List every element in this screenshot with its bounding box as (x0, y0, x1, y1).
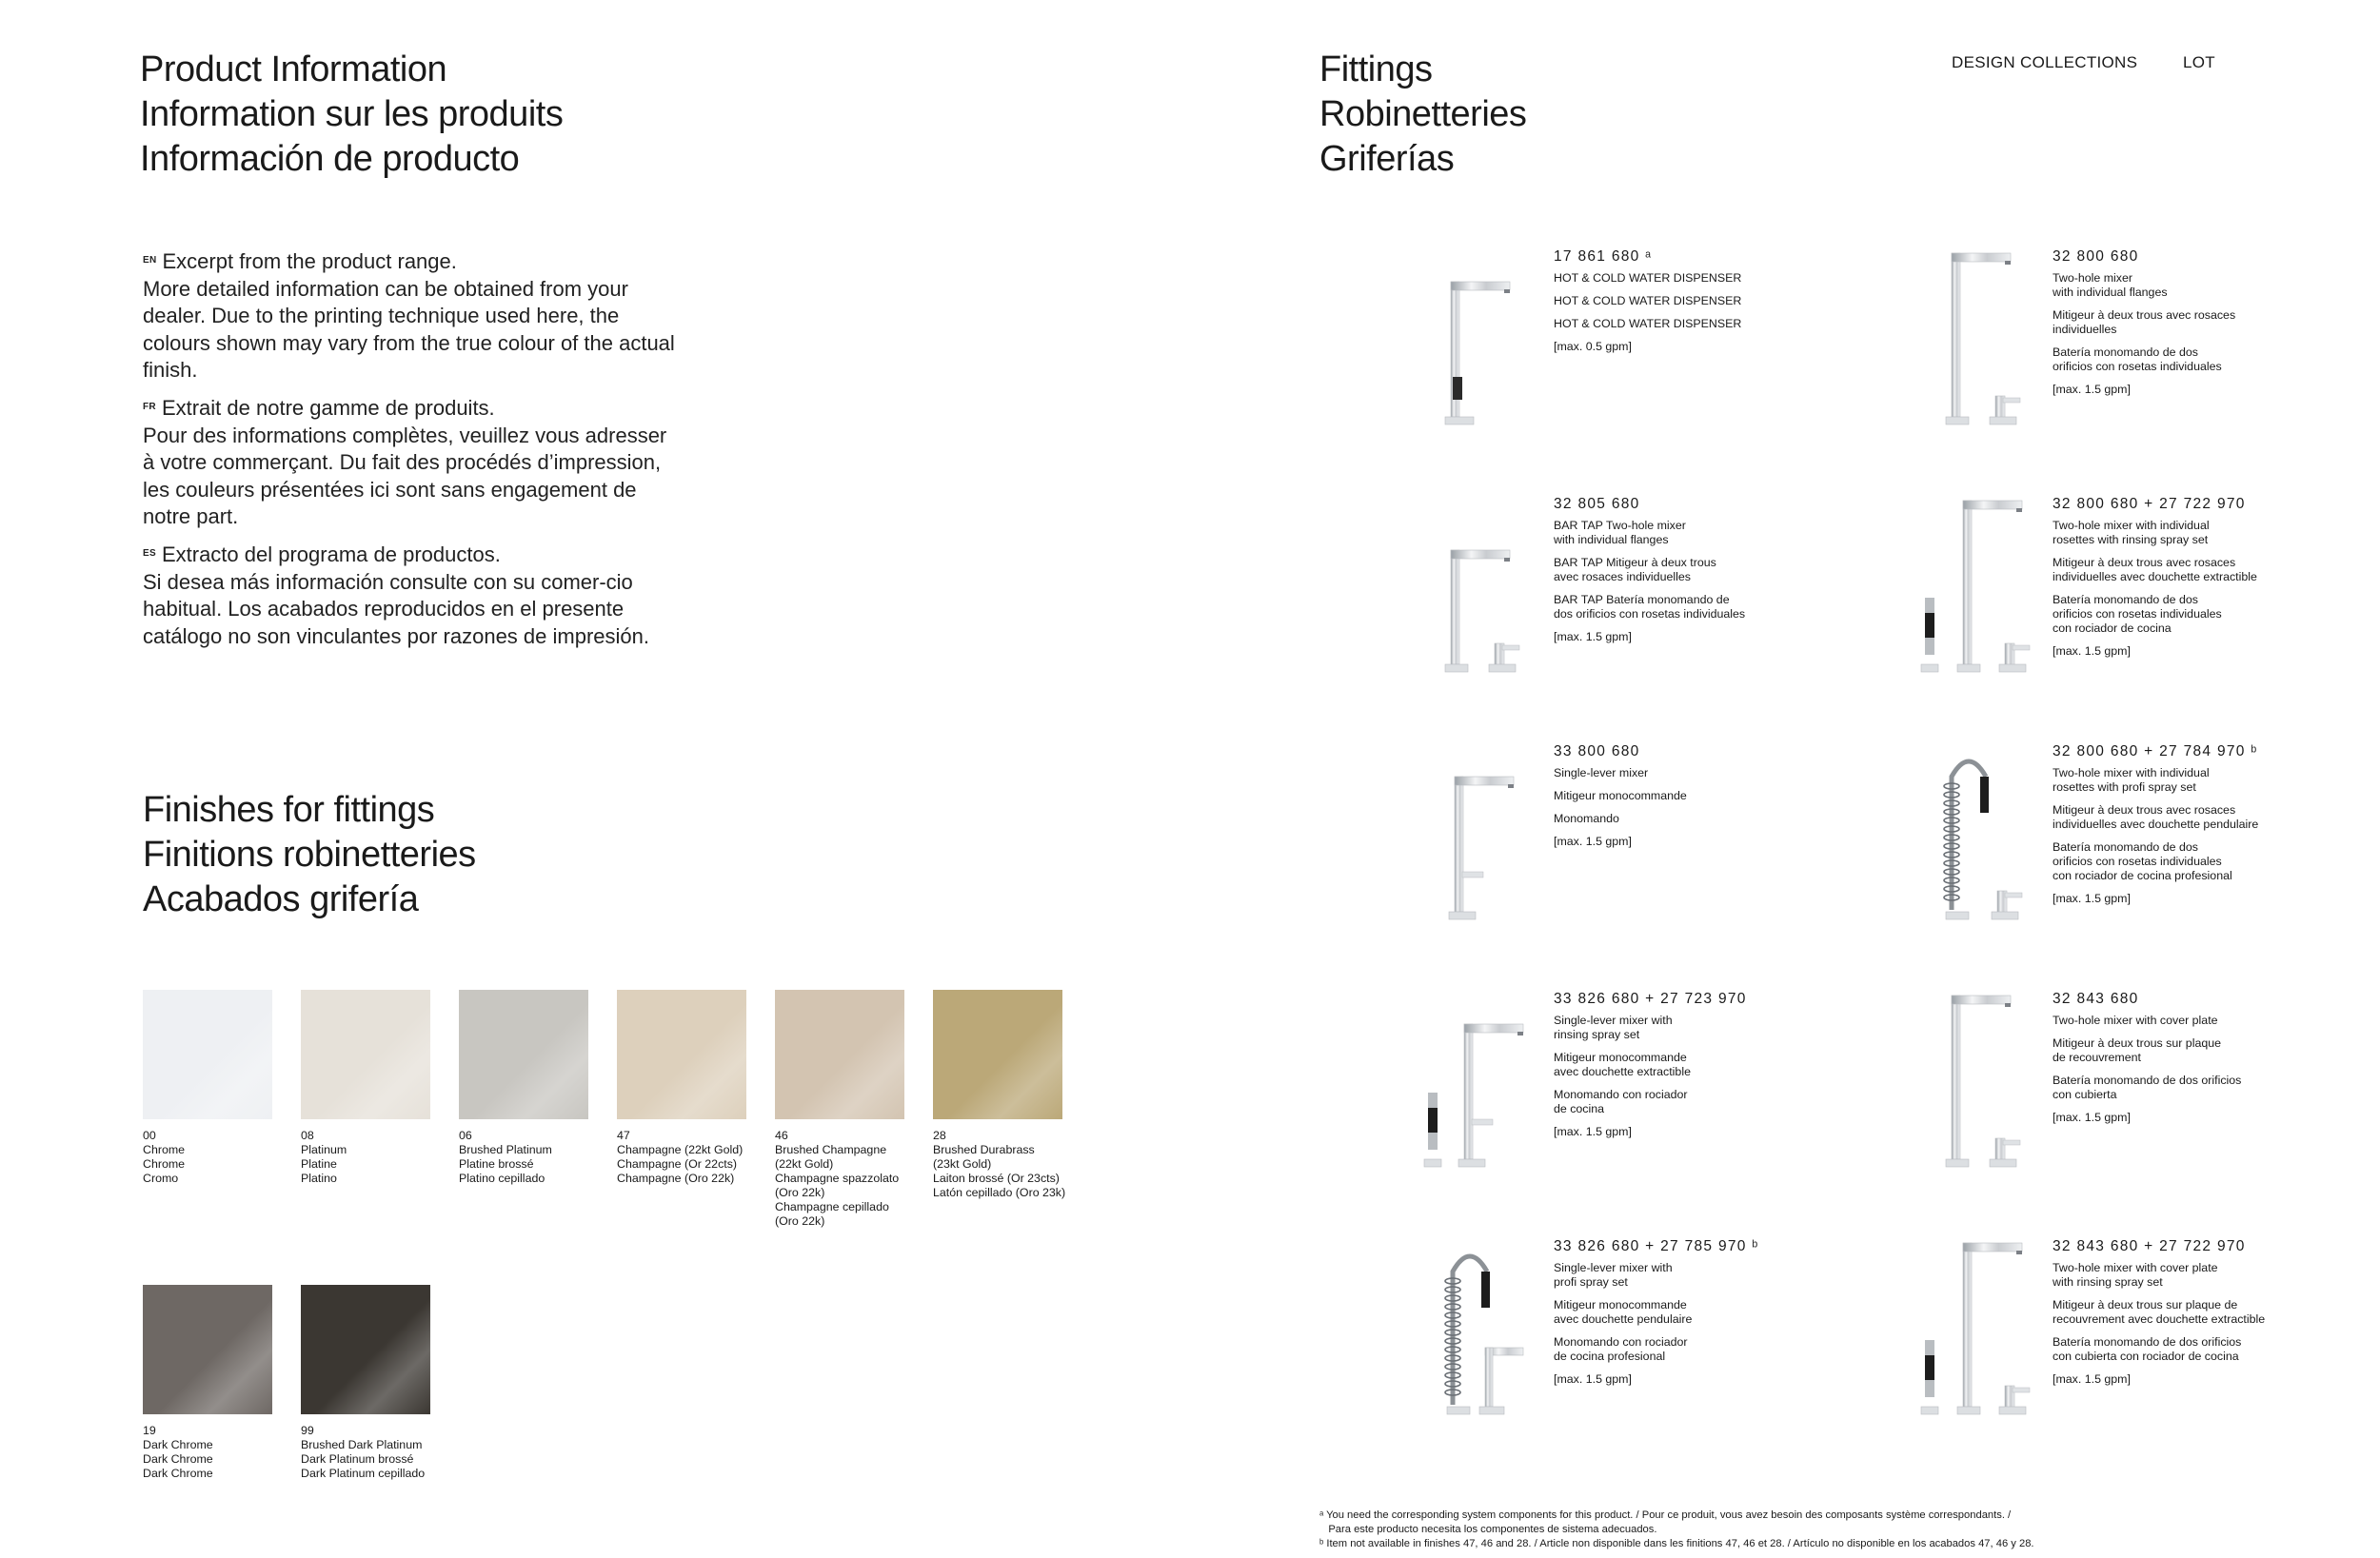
finish-label-46 (775, 1129, 937, 1229)
product-description-line: Monomando con rociador de cocina profesional (1554, 1335, 1688, 1363)
product-description-line: HOT & COLD WATER DISPENSER (1554, 294, 1742, 307)
finishes-title-en: Finishes for fittings (143, 790, 435, 830)
fittings-title (1319, 48, 1526, 182)
product-code: 17 861 680 ᵃ (1554, 248, 1653, 265)
fittings-title-fr: Robinetteries (1319, 94, 1527, 134)
finish-label-47 (617, 1129, 779, 1186)
finish-name-line: Brushed Platinum (459, 1143, 552, 1156)
finish-name-line: Cromo (143, 1172, 179, 1185)
finish-name-line: (Oro 22k) (775, 1214, 825, 1228)
single-lever-mixer-icon (1418, 739, 1542, 929)
footnote-a: ᵃ You need the corresponding system components for this product. / Pour ce produit, vous avez besoin des composants système correspondants. / (1319, 1509, 2012, 1521)
footnotes (1319, 1509, 2034, 1551)
product-description-line: Single-lever mixer with profi spray set (1554, 1261, 1673, 1289)
product-description-line: HOT & COLD WATER DISPENSER (1554, 317, 1742, 330)
intro-paragraph-es: $^{ES}$ Extracto del programa de productos. Si desea más información consulte con su comer-cio habitual. Los acabados reproducidos en el presente catálogo no son vinculantes por razones de impresión. (143, 542, 649, 648)
finish-name-line: Brushed Durabrass (933, 1143, 1035, 1156)
finish-name-line: (22kt Gold) (775, 1157, 834, 1171)
product-entry (2053, 744, 2310, 906)
fittings-title-en: Fittings (1319, 49, 1433, 89)
finish-name-line: Champagne cepillado (775, 1200, 889, 1213)
finish-name-line: Latón cepillado (Oro 23k) (933, 1186, 1066, 1199)
product-description-line: Two-hole mixer with individual rosettes with profi spray set (2053, 766, 2210, 794)
product-description-line: Batería monomando de dos orificios con cubierta con rociador de cocina (2053, 1335, 2242, 1363)
footnote-a-es: Para este producto necesita los componentes de sistema adecuados. (1319, 1524, 1657, 1535)
finish-code: 06 (459, 1129, 472, 1142)
finish-swatch-06 (459, 990, 588, 1119)
product-flow-rate: [max. 1.5 gpm] (2053, 383, 2131, 396)
finish-name-line: Champagne (Or 22cts) (617, 1157, 738, 1171)
finish-code: 00 (143, 1129, 156, 1142)
finish-swatch-19 (143, 1285, 272, 1414)
product-entry (1554, 992, 1811, 1139)
finish-swatch-99 (301, 1285, 430, 1414)
finish-name-line: Dark Chrome (143, 1438, 213, 1451)
finish-label-00 (143, 1129, 305, 1186)
finish-name-line: Platino cepillado (459, 1172, 545, 1185)
finish-name-line: Brushed Dark Platinum (301, 1438, 423, 1451)
product-description-line: Two-hole mixer with individual rosettes with rinsing spray set (2053, 519, 2210, 546)
product-flow-rate: [max. 1.5 gpm] (1554, 1125, 1632, 1138)
finish-name-line: Chrome (143, 1143, 186, 1156)
finish-name-line: Dark Chrome (143, 1467, 213, 1480)
product-description-line: Mitigeur monocommande avec douchette extractible (1554, 1051, 1691, 1078)
mixer-cover-plate-icon (1914, 986, 2037, 1176)
finish-name-line: Platino (301, 1172, 337, 1185)
finish-code: 47 (617, 1129, 630, 1142)
single-lever-spray-icon (1418, 986, 1542, 1176)
finish-code: 19 (143, 1424, 156, 1437)
product-description-line: BAR TAP Two-hole mixer with individual flanges (1554, 519, 1686, 546)
finish-code: 99 (301, 1424, 314, 1437)
product-flow-rate: [max. 1.5 gpm] (1554, 630, 1632, 643)
product-information-title (140, 48, 563, 182)
lang-tag-en: EN (143, 255, 157, 266)
finishes-title-fr: Finitions robinetteries (143, 835, 476, 875)
finish-label-99 (301, 1424, 463, 1481)
product-entry (1554, 497, 1811, 644)
nav-lot[interactable]: LOT (2183, 53, 2215, 71)
product-description-line: Two-hole mixer with individual flanges (2053, 271, 2168, 299)
lang-tag-es: ES (143, 547, 156, 559)
finish-label-28 (933, 1129, 1095, 1200)
lang-tag-fr: FR (143, 401, 156, 412)
product-entry (1554, 1239, 1811, 1387)
finishes-title (143, 788, 476, 922)
finish-name-line: Champagne (22kt Gold) (617, 1143, 744, 1156)
product-entry (1554, 744, 1811, 849)
product-description-line: BAR TAP Mitigeur à deux trous avec rosaces individuelles (1554, 556, 1716, 583)
product-code: 32 843 680 (2053, 991, 2139, 1007)
product-flow-rate: [max. 1.5 gpm] (2053, 1111, 2131, 1124)
title-line-fr: Information sur les produits (140, 94, 564, 134)
nav-design-collections[interactable]: DESIGN COLLECTIONS (1952, 53, 2138, 71)
finish-name-line: Brushed Champagne (775, 1143, 887, 1156)
product-code: 32 805 680 (1554, 496, 1640, 512)
finish-name-line: (Oro 22k) (775, 1186, 825, 1199)
mixer-rinsing-spray-icon (1914, 491, 2037, 681)
finish-name-line: Laiton brossé (Or 23cts) (933, 1172, 1060, 1185)
product-code: 32 843 680 + 27 722 970 (2053, 1238, 2246, 1254)
product-description-line: Monomando (1554, 812, 1619, 825)
product-entry (2053, 497, 2310, 659)
product-flow-rate: [max. 0.5 gpm] (1554, 340, 1632, 353)
finish-label-08 (301, 1129, 463, 1186)
bar-tap-icon (1418, 491, 1542, 681)
product-entry (2053, 992, 2310, 1125)
intro-paragraph-en: $^{EN}$ Excerpt from the product range. More detailed information can be obtained from your dealer. Due to the printing technique used here, the colours shown may vary from the true colour of the actual finish. (143, 249, 675, 383)
product-description-line: Two-hole mixer with cover plate with rinsing spray set (2053, 1261, 2218, 1289)
finish-name-line: Champagne spazzolato (775, 1172, 900, 1185)
finish-name-line: Dark Platinum brossé (301, 1452, 414, 1466)
product-entry (2053, 1239, 2310, 1387)
product-description-line: Batería monomando de dos orificios con rosetas individuales (2053, 345, 2222, 373)
product-description-line: Mitigeur à deux trous avec rosaces individuelles avec douchette pendulaire (2053, 803, 2259, 831)
product-code: 32 800 680 + 27 784 970 ᵇ (2053, 743, 2258, 759)
product-code: 32 800 680 (2053, 248, 2139, 265)
finish-name-line: Platine brossé (459, 1157, 534, 1171)
finish-name-line: Chrome (143, 1157, 186, 1171)
finish-code: 08 (301, 1129, 314, 1142)
product-description-line: Single-lever mixer with rinsing spray set (1554, 1014, 1673, 1041)
product-flow-rate: [max. 1.5 gpm] (2053, 1372, 2131, 1386)
finish-swatch-00 (143, 990, 272, 1119)
product-flow-rate: [max. 1.5 gpm] (1554, 835, 1632, 848)
finish-swatch-47 (617, 990, 746, 1119)
product-description-line: HOT & COLD WATER DISPENSER (1554, 271, 1742, 285)
product-flow-rate: [max. 1.5 gpm] (2053, 644, 2131, 658)
product-description-line: Two-hole mixer with cover plate (2053, 1014, 2218, 1027)
product-code: 33 800 680 (1554, 743, 1640, 759)
title-line-es: Información de producto (140, 139, 520, 179)
finish-swatch-28 (933, 990, 1062, 1119)
product-description-line: Mitigeur à deux trous avec rosaces individuelles (2053, 308, 2236, 336)
finish-name-line: Champagne (Oro 22k) (617, 1172, 735, 1185)
footnote-b: ᵇ Item not available in finishes 47, 46 and 28. / Article non disponible dans les finitions 47, 46 et 28. / Artículo no disponible en los acabados 47, 46 y 28. (1319, 1538, 2034, 1549)
finish-label-06 (459, 1129, 621, 1186)
intro-paragraph-fr: $^{FR}$ Extrait de notre gamme de produits. Pour des informations complètes, veuillez vous adresser à votre commerçant. Du fait des procédés d’impression, les couleurs présentées ici sont sans engagement de notre part. (143, 395, 667, 529)
finish-code: 28 (933, 1129, 946, 1142)
product-description-line: Mitigeur à deux trous avec rosaces individuelles avec douchette extractible (2053, 556, 2257, 583)
product-description-line: Batería monomando de dos orificios con cubierta (2053, 1074, 2242, 1101)
finish-code: 46 (775, 1129, 788, 1142)
finishes-title-es: Acabados grifería (143, 879, 419, 919)
finish-name-line: Dark Platinum cepillado (301, 1467, 426, 1480)
finish-name-line: Dark Chrome (143, 1452, 213, 1466)
finish-name-line: Platinum (301, 1143, 347, 1156)
water-dispenser-icon (1418, 244, 1542, 434)
mixer-profi-spray-icon (1914, 739, 2037, 929)
two-hole-mixer-icon (1914, 244, 2037, 434)
finish-swatch-46 (775, 990, 904, 1119)
finish-name-line: Platine (301, 1157, 337, 1171)
product-code: 33 826 680 + 27 785 970 ᵇ (1554, 1238, 1759, 1254)
product-entry (2053, 249, 2310, 397)
product-description-line: Mitigeur à deux trous sur plaque de recouvrement avec douchette extractible (2053, 1298, 2266, 1326)
single-lever-profi-icon (1418, 1233, 1542, 1424)
product-description-line: Single-lever mixer (1554, 766, 1649, 779)
product-description-line: Mitigeur monocommande (1554, 789, 1687, 802)
product-description-line: BAR TAP Batería monomando de dos orificios con rosetas individuales (1554, 593, 1746, 621)
product-description-line: Batería monomando de dos orificios con rosetas individuales con rociador de cocina profesional (2053, 840, 2232, 882)
product-flow-rate: [max. 1.5 gpm] (2053, 892, 2131, 905)
product-code: 32 800 680 + 27 722 970 (2053, 496, 2246, 512)
product-code: 33 826 680 + 27 723 970 (1554, 991, 1747, 1007)
product-entry (1554, 249, 1811, 354)
finish-label-19 (143, 1424, 305, 1481)
title-line-en: Product Information (140, 49, 447, 89)
intro-text (143, 247, 676, 660)
finish-name-line: (23kt Gold) (933, 1157, 992, 1171)
product-flow-rate: [max. 1.5 gpm] (1554, 1372, 1632, 1386)
product-description-line: Monomando con rociador de cocina (1554, 1088, 1688, 1115)
product-description-line: Mitigeur monocommande avec douchette pendulaire (1554, 1298, 1693, 1326)
cover-plate-spray-icon (1914, 1233, 2037, 1424)
product-description-line: Batería monomando de dos orificios con rosetas individuales con rociador de cocina (2053, 593, 2222, 635)
product-description-line: Mitigeur à deux trous sur plaque de recouvrement (2053, 1036, 2222, 1064)
finish-swatch-08 (301, 990, 430, 1119)
fittings-title-es: Griferías (1319, 139, 1455, 179)
